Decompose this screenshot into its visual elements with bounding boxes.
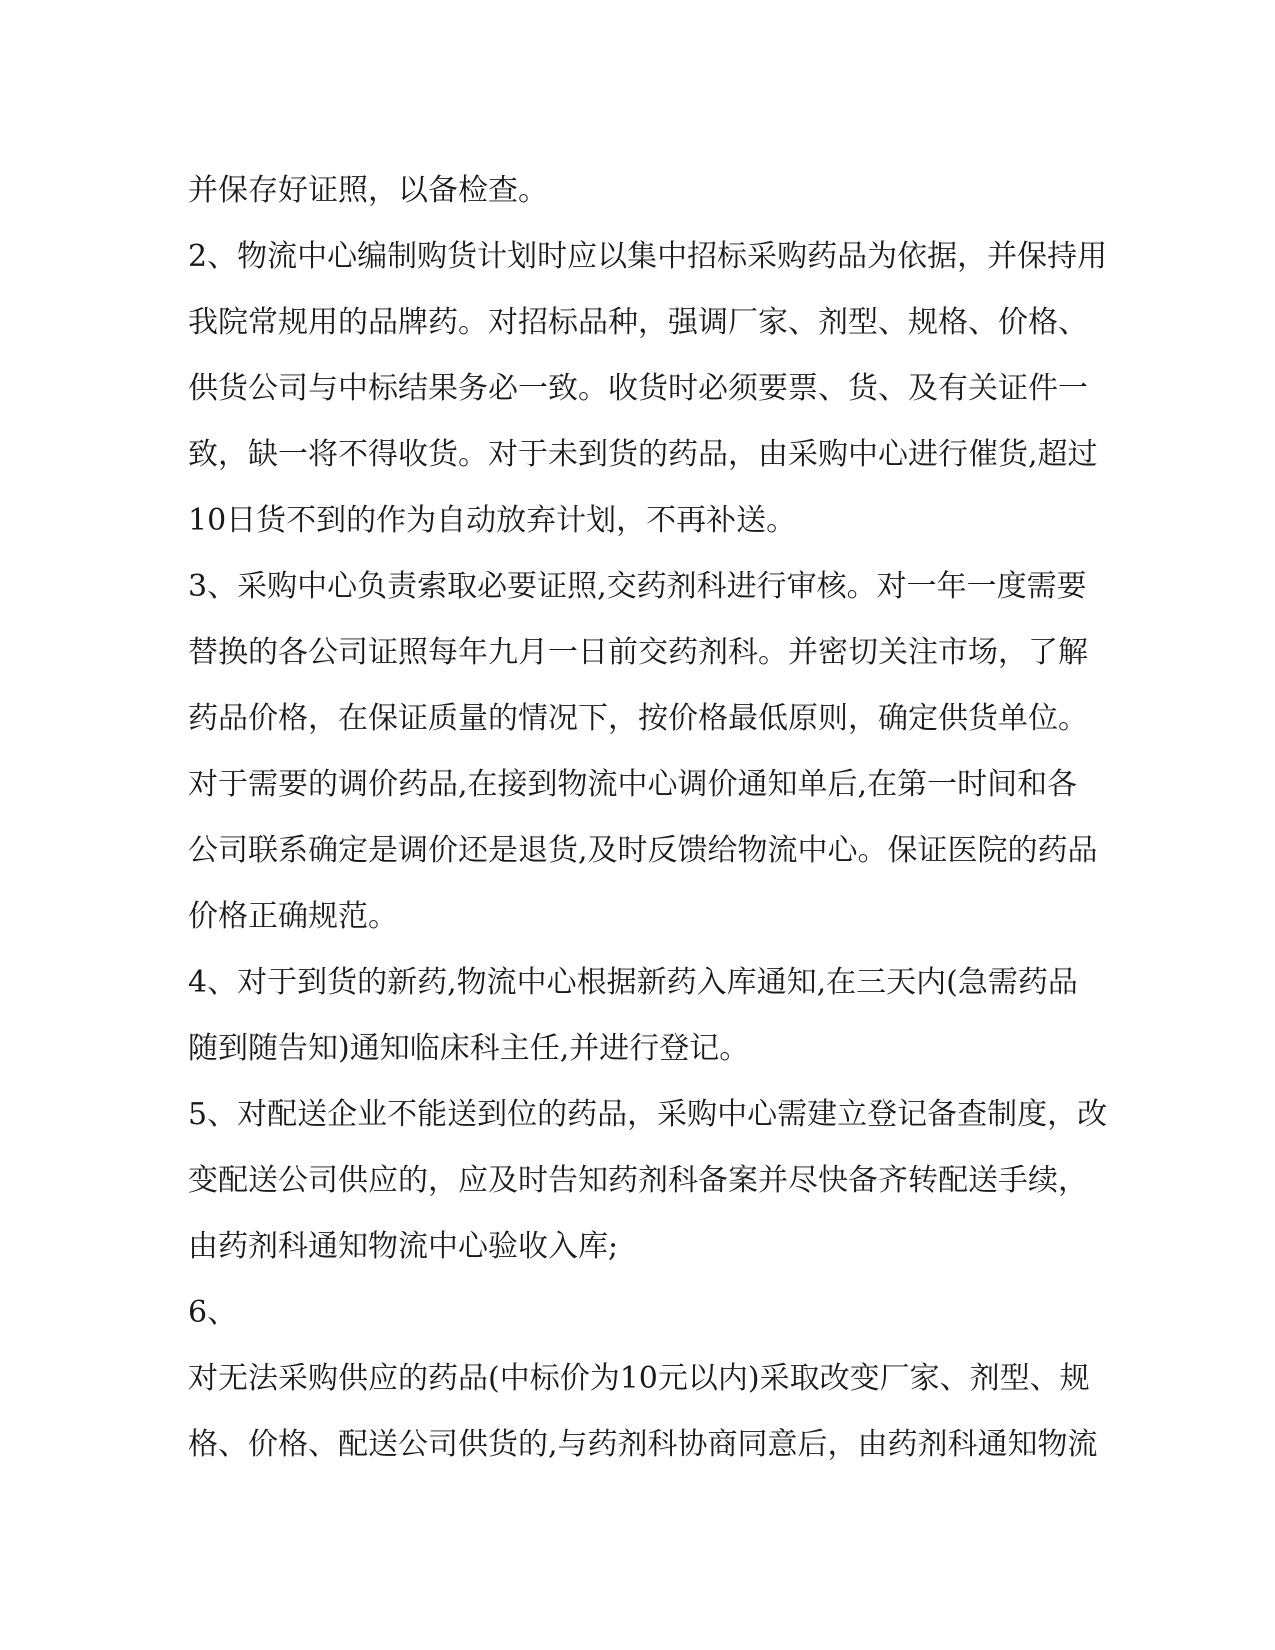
text-line: 随到随告知)通知临床科主任,并进行登记。 [188,1031,750,1066]
text-line: 对于需要的调价药品,在接到物流中心调价通知单后,在第一时间和各 [188,767,1078,802]
text-line: 价格正确规范。 [188,899,398,934]
text-line: 药品价格，在保证质量的情况下，按价格最低原则，确定供货单位。 [188,701,1088,736]
text-line: 致，缺一将不得收货。对于未到货的药品，由采购中心进行催货,超过 [188,437,1098,472]
text-line: 6、 [188,1295,238,1330]
text-line: 2、物流中心编制购货计划时应以集中招标采购药品为依据，并保持用 [188,239,1108,274]
text-line: 对无法采购供应的药品(中标价为10元以内)采取改变厂家、剂型、规 [188,1361,1090,1396]
text-line: 10日货不到的作为自动放弃计划，不再补送。 [188,503,797,538]
text-line: 并保存好证照，以备检查。 [188,173,548,208]
text-line: 我院常规用的品牌药。对招标品种，强调厂家、剂型、规格、价格、 [188,305,1088,340]
text-line: 3、采购中心负责索取必要证照,交药剂科进行审核。对一年一度需要 [188,569,1087,604]
text-line: 变配送公司供应的，应及时告知药剂科备案并尽快备齐转配送手续， [188,1163,1088,1198]
text-line: 由药剂科通知物流中心验收入库; [188,1229,619,1264]
text-line: 替换的各公司证照每年九月一日前交药剂科。并密切关注市场，了解 [188,635,1088,670]
text-line: 供货公司与中标结果务必一致。收货时必须要票、货、及有关证件一 [188,371,1088,406]
document-body [188,166,1108,1486]
text-line: 5、对配送企业不能送到位的药品，采购中心需建立登记备查制度，改 [188,1097,1108,1132]
text-line: 格、价格、配送公司供货的,与药剂科协商同意后，由药剂科通知物流 [188,1427,1098,1462]
text-line: 公司联系确定是调价还是退货,及时反馈给物流中心。保证医院的药品 [188,833,1098,868]
text-line: 4、对于到货的新药,物流中心根据新药入库通知,在三天内(急需药品 [188,965,1078,1000]
